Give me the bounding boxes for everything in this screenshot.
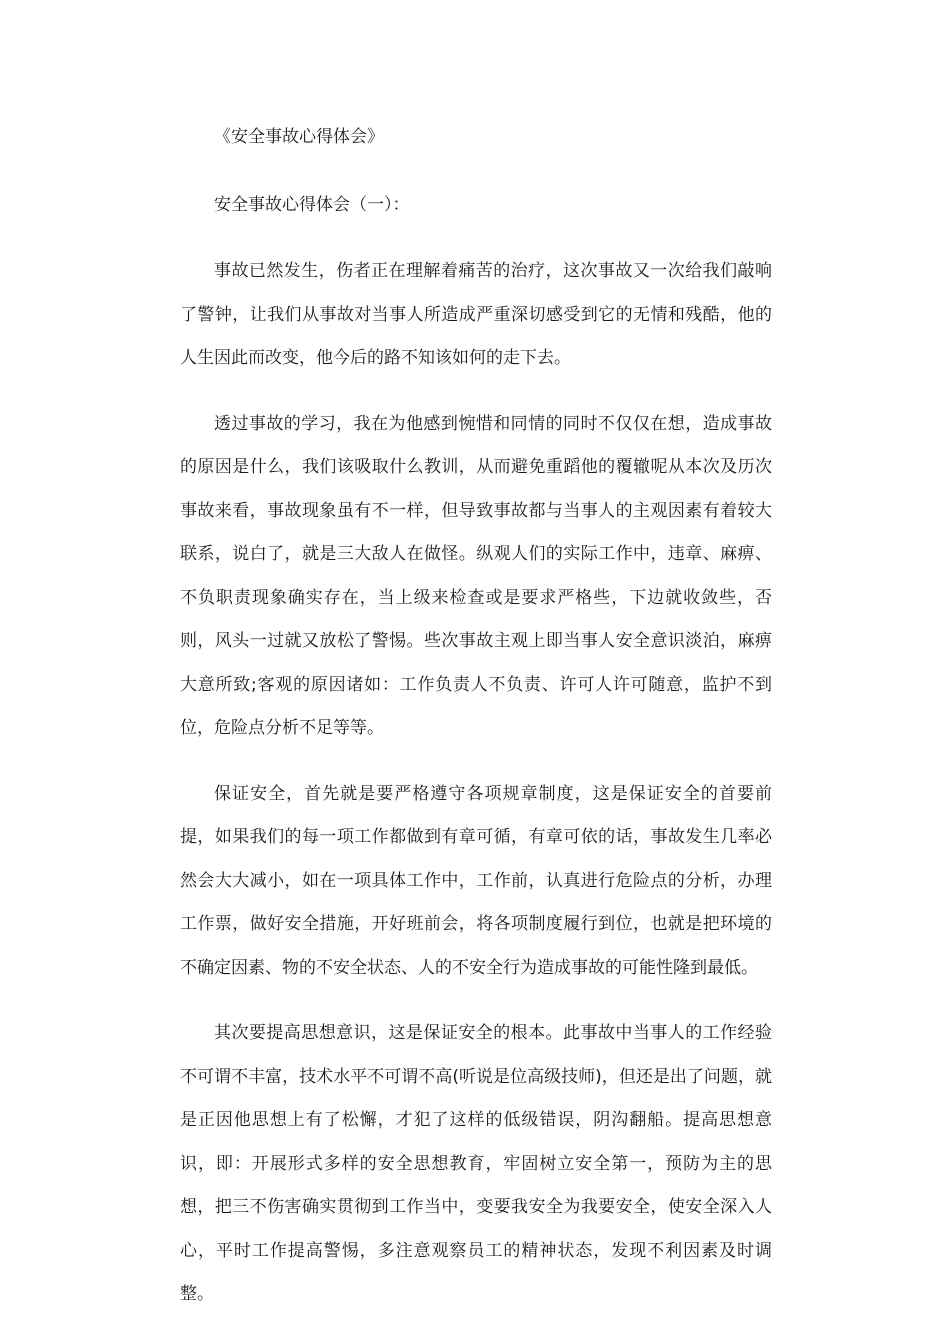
paragraph-2: 透过事故的学习，我在为他感到惋惜和同情的同时不仅仅在想，造成事故的原因是什么，我们该吸取什么教训，从而避免重蹈他的覆辙呢从本次及历次事故来看，事故现象虽有不一样，但导致事故都与当事人的主观因素有着较大联系，说白了，就是三大敌人在做怪。纵观人们的实际工作中，违章、麻痹、不负职责现象确实存在，当上级来检查或是要求严格些，下边就收敛些，否则，风头一过就又放松了警惕。些次事故主观上即当事人安全意识淡泊，麻痹大意所致;客观的原因诸如：工作负责人不负责、许可人许可随意，监护不到位，危险点分析不足等等。: [180, 413, 772, 738]
document-body: [180, 116, 772, 1317]
paragraph-3: 保证安全，首先就是要严格遵守各项规章制度，这是保证安全的首要前提，如果我们的每一项工作都做到有章可循，有章可依的话，事故发生几率必然会大大减小，如在一项具体工作中，工作前，认真进行危险点的分析，办理工作票，做好安全措施，开好班前会，将各项制度履行到位，也就是把环境的不确定因素、物的不安全状态、人的不安全行为造成事故的可能性隆到最低。: [180, 783, 772, 978]
paragraph-1: 事故已然发生，伤者正在理解着痛苦的治疗，这次事故又一次给我们敲响了警钟，让我们从事故对当事人所造成严重深切感受到它的无情和残酷，他的人生因此而改变，他今后的路不知该如何的走下去。: [180, 261, 772, 368]
document-title: 《安全事故心得体会》: [214, 127, 384, 147]
paragraph-4: 其次要提高思想意识，这是保证安全的根本。此事故中当事人的工作经验不可谓不丰富，技术水平不可谓不高(听说是位高级技师)，但还是出了问题，就是正因他思想上有了松懈，才犯了这样的低级错误，阴沟翻船。提高思想意识，即：开展形式多样的安全思想教育，牢固树立安全第一，预防为主的思想，把三不伤害确实贯彻到工作当中，变要我安全为我要安全，使安全深入人心，平时工作提高警惕，多注意观察员工的精神状态，发现不利因素及时调整。: [180, 1023, 772, 1304]
section-heading: 安全事故心得体会（一）：: [214, 195, 410, 215]
